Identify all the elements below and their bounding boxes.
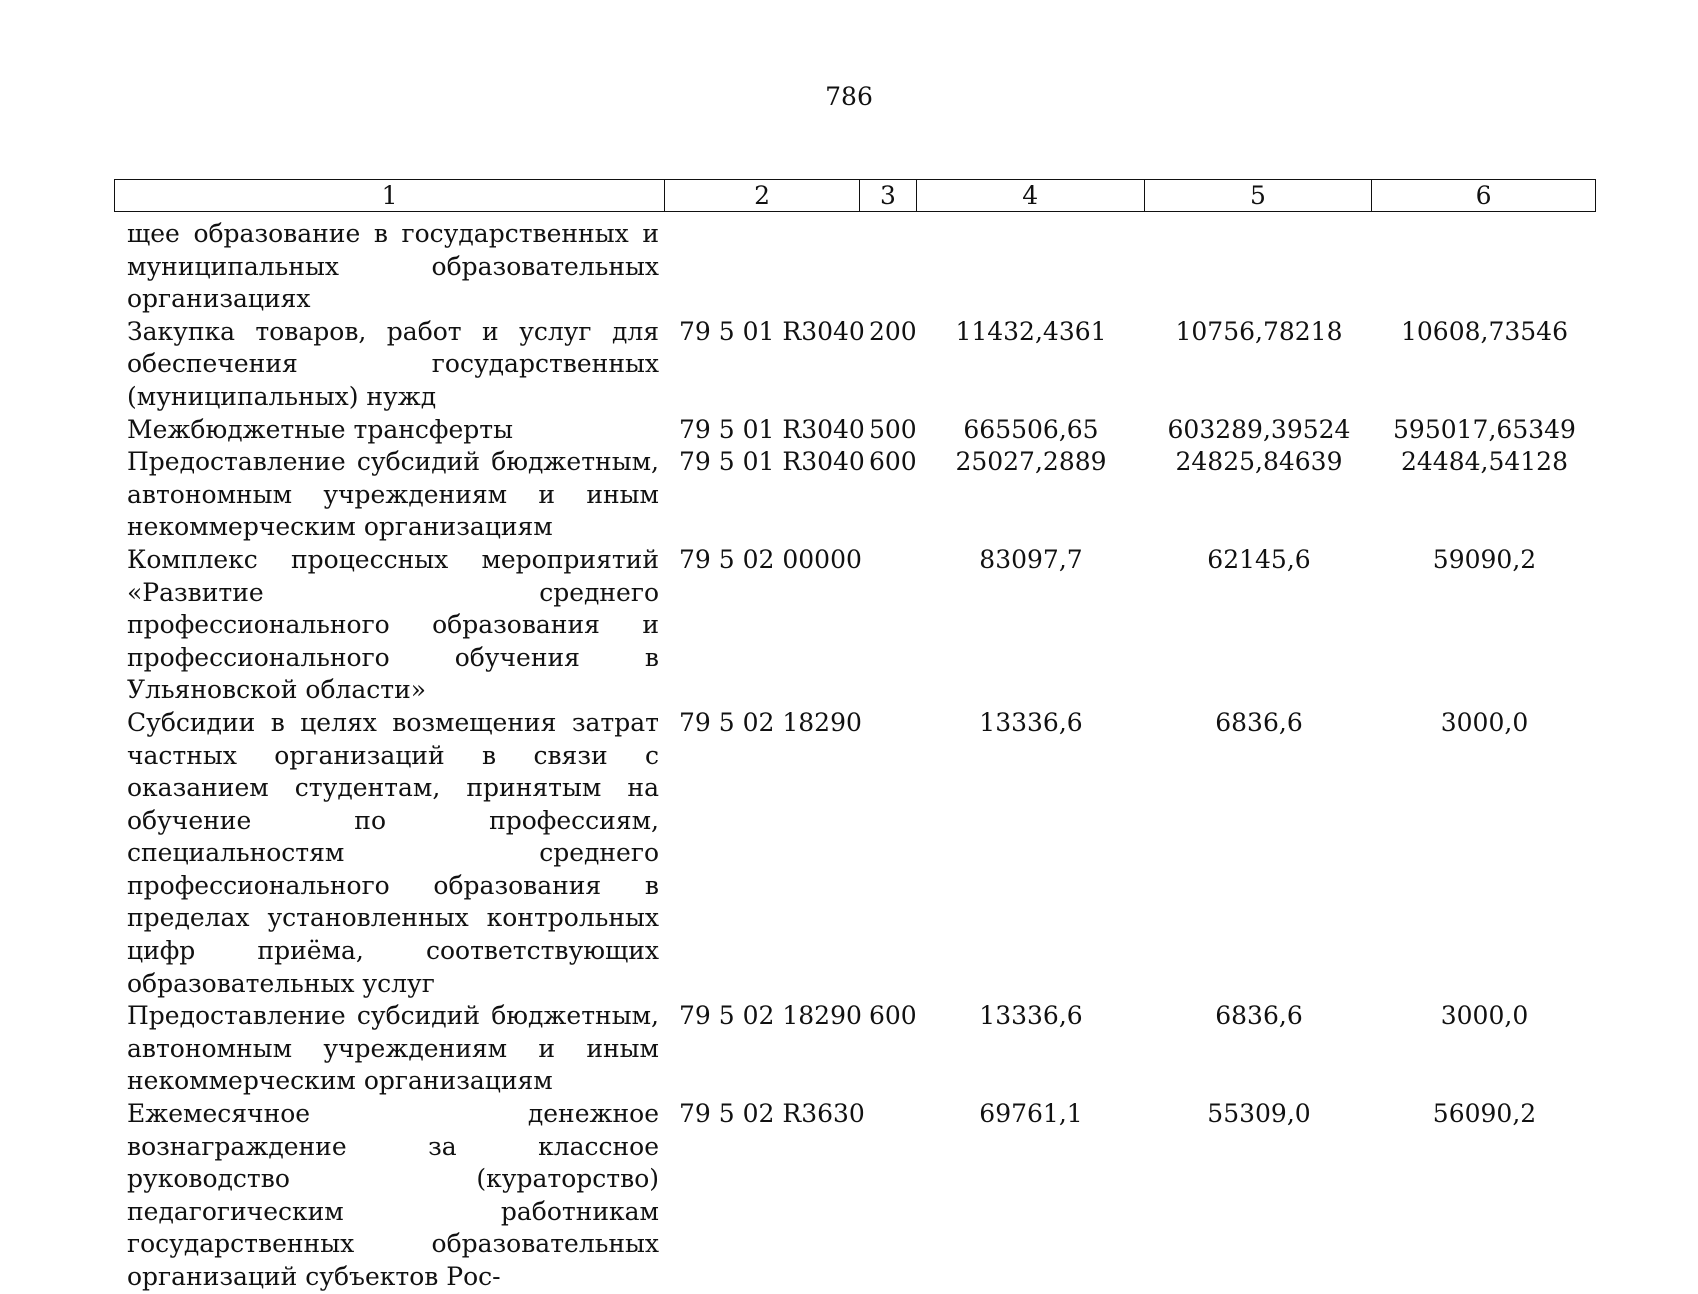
table-row bbox=[114, 218, 1596, 316]
table-row bbox=[114, 316, 1596, 414]
row-value-4: 83097,7 bbox=[979, 544, 1083, 574]
row-value-5: 6836,6 bbox=[1215, 1001, 1303, 1031]
column-header-6: 6 bbox=[1475, 181, 1492, 210]
row-value-6: 595017,65349 bbox=[1393, 414, 1576, 444]
row-value-4: 69761,1 bbox=[979, 1099, 1083, 1129]
column-header-1: 1 bbox=[115, 180, 665, 211]
row-name: Закупка товаров, работ и услуг для обеспечения государственных (муниципальных) нужд bbox=[127, 316, 659, 411]
row-value-4: 665506,65 bbox=[963, 414, 1099, 444]
page-number: 786 bbox=[825, 82, 873, 111]
table-row bbox=[114, 1000, 1596, 1098]
row-value-6: 56090,2 bbox=[1432, 1099, 1537, 1129]
row-name: Предоставление субсидий бюджетным, автономным учреждениям и иным некоммерческим организациям bbox=[127, 1001, 659, 1096]
row-value-5: 62145,6 bbox=[1207, 544, 1311, 574]
row-code: 79 5 02 R3630 bbox=[679, 1099, 865, 1129]
row-code: 79 5 01 R3040 bbox=[679, 316, 865, 346]
row-value-6: 59090,2 bbox=[1432, 544, 1537, 574]
row-name: Межбюджетные трансферты bbox=[127, 414, 514, 444]
column-header-5: 5 bbox=[1145, 180, 1373, 211]
row-value-5: 603289,39524 bbox=[1167, 414, 1351, 444]
row-value-5: 10756,78218 bbox=[1175, 316, 1343, 346]
table-row bbox=[114, 1098, 1596, 1294]
column-header-2: 2 bbox=[665, 180, 860, 211]
row-value-6: 10608,73546 bbox=[1400, 316, 1568, 346]
row-type: 200 bbox=[869, 316, 917, 346]
table-body bbox=[114, 218, 1596, 1294]
row-value-6: 3000,0 bbox=[1440, 707, 1529, 737]
column-header-3: 3 bbox=[860, 180, 917, 211]
table-row bbox=[114, 544, 1596, 707]
row-code: 79 5 01 R3040 bbox=[679, 414, 865, 444]
row-code: 79 5 02 18290 bbox=[679, 707, 862, 737]
row-value-5: 55309,0 bbox=[1207, 1099, 1311, 1129]
table-row bbox=[114, 414, 1596, 447]
row-value-5: 24825,84639 bbox=[1175, 447, 1343, 477]
row-type: 600 bbox=[869, 1001, 917, 1031]
row-value-4: 13336,6 bbox=[979, 1001, 1083, 1031]
table-header bbox=[114, 179, 1596, 212]
row-code: 79 5 02 18290 bbox=[679, 1001, 862, 1031]
row-value-4: 11432,4361 bbox=[955, 316, 1107, 346]
row-code: 79 5 02 00000 bbox=[679, 544, 862, 574]
row-value-4: 13336,6 bbox=[979, 707, 1083, 737]
row-name: Предоставление субсидий бюджетным, автономным учреждениям и иным некоммерческим организациям bbox=[127, 447, 659, 542]
row-value-6: 24484,54128 bbox=[1400, 447, 1568, 477]
row-type: 600 bbox=[869, 447, 917, 477]
row-value-4: 25027,2889 bbox=[955, 447, 1107, 477]
row-name: Субсидии в целях возмещения затрат частных организаций в связи с оказанием студентам, принятым на обучение по профессиям, специальностям среднего профессионального образования в пределах установленных контрольных цифр приёма, соответствующих образовательных услуг bbox=[127, 707, 659, 998]
row-name: Ежемесячное денежное вознаграждение за классное руководство (кураторство) педагогическим работникам государственных образовательных организаций субъектов Рос- bbox=[127, 1099, 659, 1291]
row-code: 79 5 01 R3040 bbox=[679, 447, 865, 477]
row-value-5: 6836,6 bbox=[1215, 707, 1303, 737]
row-type: 500 bbox=[869, 414, 917, 444]
table-row bbox=[114, 446, 1596, 544]
row-name: Комплекс процессных мероприятий «Развитие среднего профессионального образования и профессионального обучения в Ульяновской области» bbox=[127, 544, 659, 705]
row-value-6: 3000,0 bbox=[1440, 1001, 1529, 1031]
column-header-4: 4 bbox=[917, 180, 1145, 211]
table-row bbox=[114, 707, 1596, 1000]
row-name: щее образование в государственных и муниципальных образовательных организациях bbox=[127, 219, 659, 314]
